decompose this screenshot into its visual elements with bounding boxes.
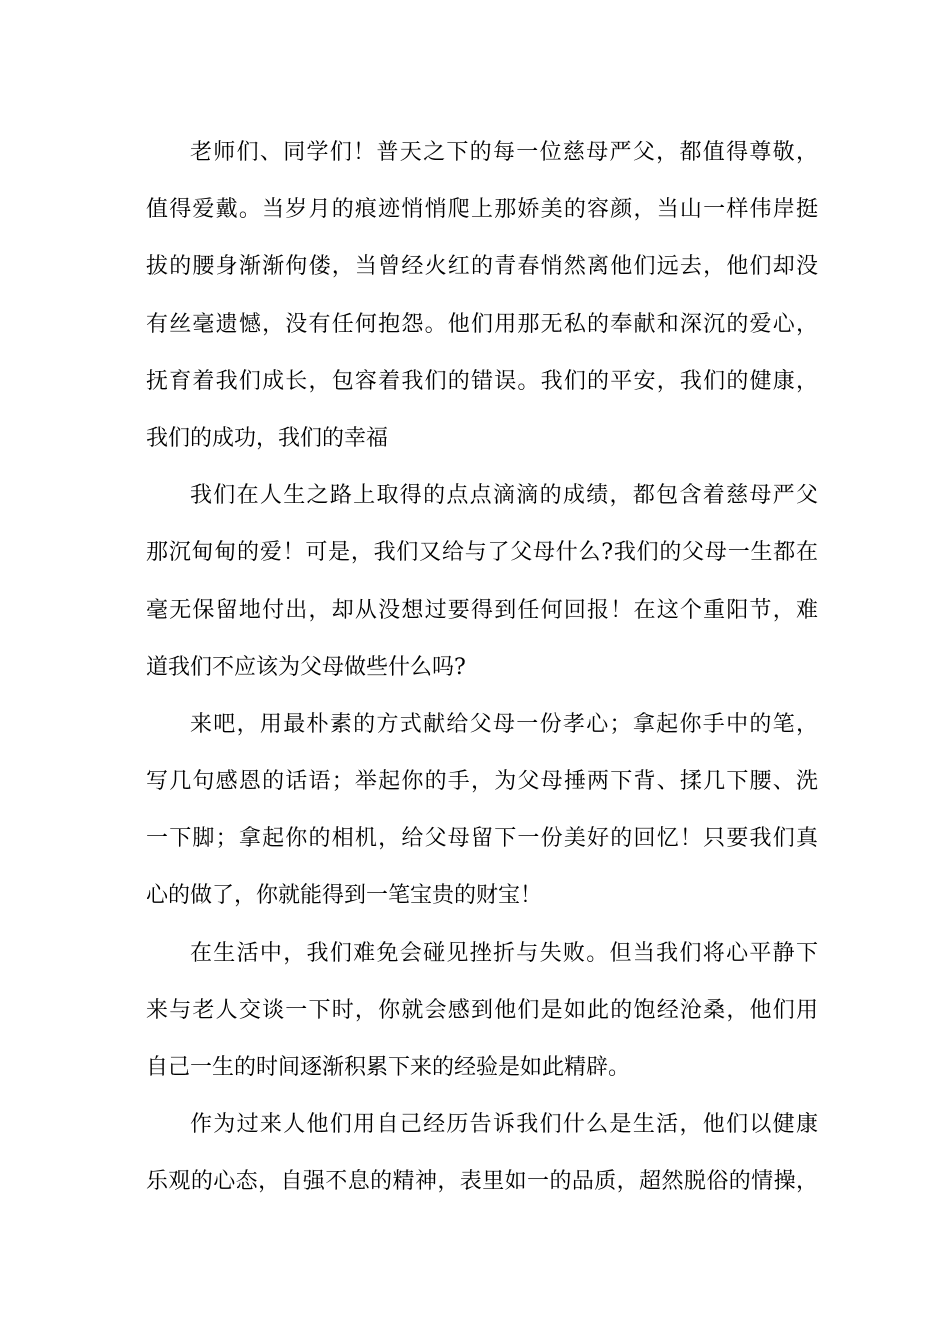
text-line: 我们的成功，我们的幸福 xyxy=(146,425,389,451)
text-line: 拔的腰身渐渐佝偻，当曾经火红的青春悄然离他们远去，他们却没 xyxy=(146,254,818,280)
text-line: 来吧，用最朴素的方式献给父母一份孝心；拿起你手中的笔， xyxy=(190,711,818,737)
text-line: 毫无保留地付出，却从没想过要得到任何回报！在这个重阳节，难 xyxy=(146,597,818,623)
text-line: 心的做了，你就能得到一笔宝贵的财宝！ xyxy=(146,883,543,909)
document-body xyxy=(146,124,818,1211)
text-line: 在生活中，我们难免会碰见挫折与失败。但当我们将心平静下 xyxy=(190,940,818,966)
text-line: 写几句感恩的话语；举起你的手，为父母捶两下背、揉几下腰、洗 xyxy=(146,769,818,795)
text-line: 我们在人生之路上取得的点点滴滴的成绩，都包含着慈母严父 xyxy=(190,483,818,509)
text-line: 有丝毫遗憾，没有任何抱怨。他们用那无私的奉献和深沉的爱心， xyxy=(146,311,818,337)
paragraph-4 xyxy=(146,925,818,1097)
text-line: 老师们、同学们！普天之下的每一位慈母严父，都值得尊敬， xyxy=(190,140,818,165)
text-line: 那沉甸甸的爱！可是，我们又给与了父母什么?我们的父母一生都在 xyxy=(146,540,818,566)
text-line: 道我们不应该为父母做些什么吗? xyxy=(146,654,466,680)
text-line: 乐观的心态，自强不息的精神，表里如一的品质，超然脱俗的情操， xyxy=(146,1169,818,1195)
text-line: 抚育着我们成长，包容着我们的错误。我们的平安，我们的健康， xyxy=(146,368,818,394)
text-line: 一下脚；拿起你的相机，给父母留下一份美好的回忆！只要我们真 xyxy=(146,826,818,852)
text-line: 作为过来人他们用自己经历告诉我们什么是生活，他们以健康 xyxy=(190,1112,818,1138)
text-line: 自己一生的时间逐渐积累下来的经验是如此精辟。 xyxy=(146,1055,631,1080)
paragraph-3 xyxy=(146,696,818,925)
text-line: 来与老人交谈一下时，你就会感到他们是如此的饱经沧桑，他们用 xyxy=(146,997,818,1023)
paragraph-5 xyxy=(146,1096,818,1210)
text-line: 值得爱戴。当岁月的痕迹悄悄爬上那娇美的容颜，当山一样伟岸挺 xyxy=(146,197,818,223)
paragraph-1 xyxy=(146,124,818,467)
paragraph-2 xyxy=(146,467,818,696)
